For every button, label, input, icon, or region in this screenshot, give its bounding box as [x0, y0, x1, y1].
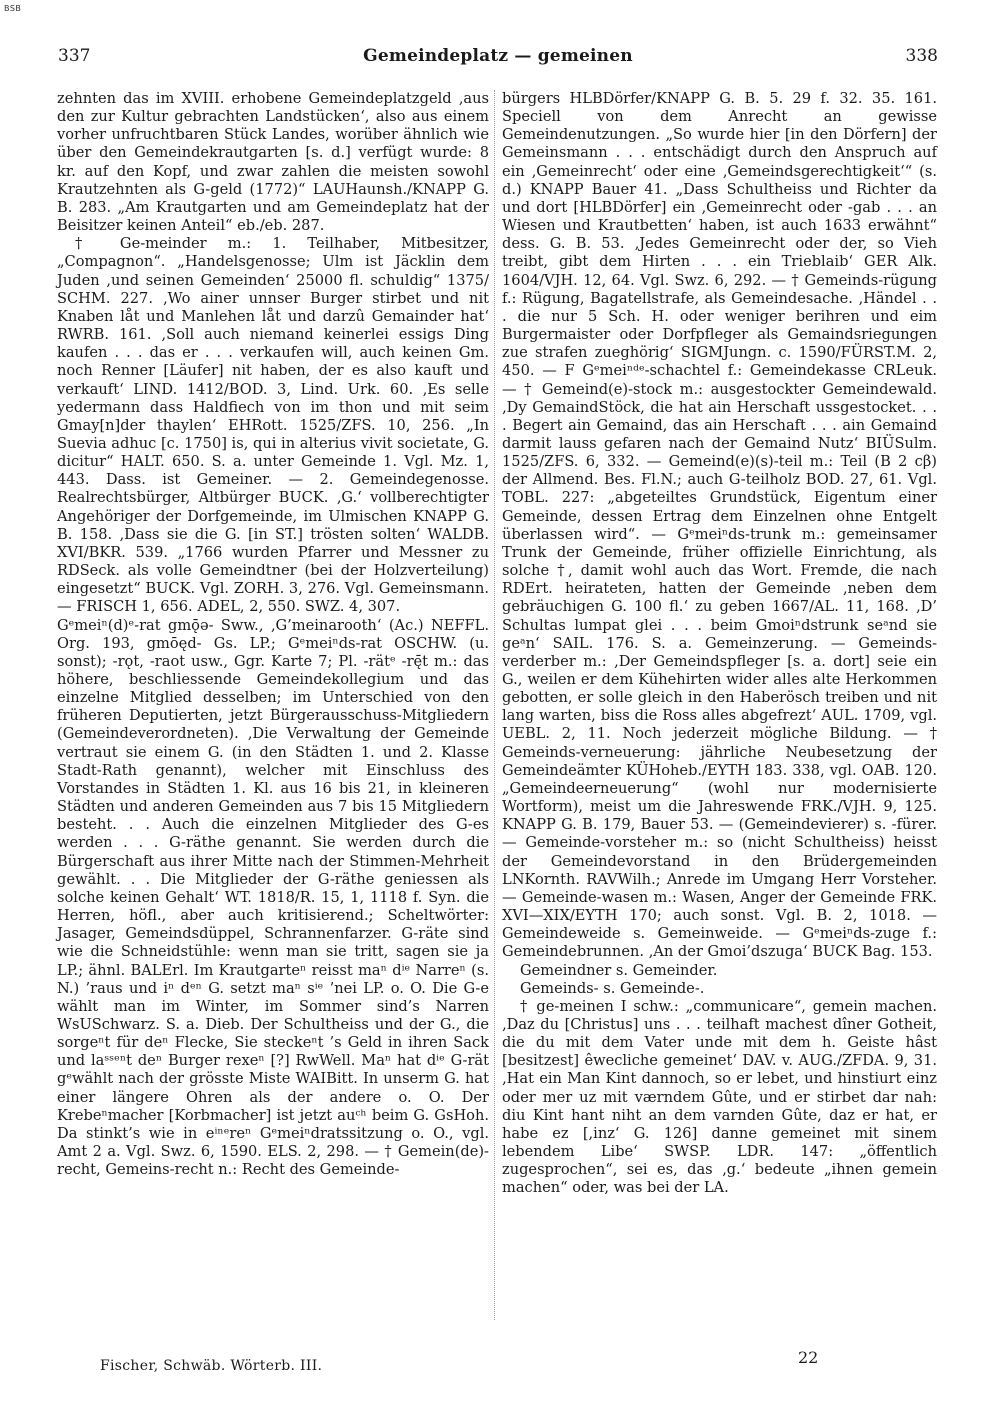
left-column [57, 90, 489, 1179]
signature-mark: 22 [798, 1348, 819, 1367]
dictionary-entry: † ge-meinen I schw.: „communicare“, gemein machen. ‚Daz du [Christus] uns . . . teilhaft machest dîner Gotheit, die du mit dem Vater unde mit dem h. Geiste hâst [besitzest] êwecliche gemeinet‘ DAV. v. AUG./ZFDA. 9, 31. ‚Hat ein Man Kint dannoch, so er lebet, und hinstiurt einz oder mer uz mit værndem Gûte, und er stirbet dar nah: diu Kint hant niht an dem varnden Gûte, daz er hat, er habe ez [,inz‘ G. 126] danne gemeinet mit sinem lebendem Libe‘ SWSP. LDR. 147: „öffentlich zugesprochen“, sei es, das ‚g.‘ bedeute „ihnen gemein machen“ oder, was bei der LA. [502, 997, 937, 1197]
page-header [58, 46, 938, 72]
dictionary-entry: Gemeinds- s. Gemeinde-. [520, 979, 705, 997]
column-divider [494, 90, 495, 1320]
dictionary-entry: Gemeindner s. Gemeinder. [520, 961, 718, 979]
page-number-right: 338 [905, 46, 938, 66]
library-mark: BSB [4, 4, 22, 13]
dictionary-entry: zehnten das im XVIII. erhobene Gemeindeplatzgeld ‚aus den zur Kultur gebrachten Landstücken‘, also aus einem vorher unfruchtbaren Stück Landes, worüber ähnlich wie über den Gemeindekrautgarten [s. d.] verfügt wurde: 8 kr. auf den Kopf, und zwar zahlen die meisten sowohl Krautzehnten als G-geld (1772)“ LAUHaunsh./KNAPP G. B. 283. „Am Krautgarten und am Gemeindeplatz hat der Beisitzer keinen Anteil“ eb./eb. 287. [57, 90, 489, 235]
dictionary-entry: † Ge-meinder m.: 1. Teilhaber, Mitbesitzer, „Compagnon“. „Handelsgenosse; Ulm ist Jäcklin dem Juden ‚und seinen Gemeinden‘ 25000 fl. schuldig“ 1375/ SCHM. 227. ‚Wo ainer unnser Burger stirbet und nit Knaben låt und Manlehen låt und darzû Gemainder hat‘ RWRB. 161. ‚Soll auch niemand keinerlei essigs Ding kaufen . . . das er . . . verkaufen will, auch keinen Gm. noch Renner [Läufer] nit haben, der es also kauft und verkauft‘ LIND. 1412/BOD. 3, Lind. Urk. 60. ‚Es selle yedermann dass Haldfiech von im thon und mit seim Gmay[n]der thaylen‘ EHRott. 1525/ZFS. 10, 256. „In Suevia adhuc [c. 1750] is, qui in alterius vivit societate, G. dicitur“ HALT. 650. S. a. unter Gemeinde 1. Vgl. Mz. 1, 443. Dass. ist Gemeiner. — 2. Gemeindegenosse. Realrechtsbürger, Altbürger BUCK. ‚G.‘ vollberechtigter Angehöriger der Dorfgemeinde, im Ulmischen KNAPP G. B. 158. ‚Dass sie die G. [in ST.] trösten solten‘ WALDB. XVI/BKR. 539. „1766 wurden Pfarrer und Messner zu RDSeck. als volle Gemeindtner (bei der Holzverteilung) eingesetzt“ BUCK. Vgl. ZORH. 3, 276. Vgl. Gemeinsmann. — FRISCH 1, 656. ADEL, 2, 550. SWZ. 4, 307. [57, 235, 489, 616]
dictionary-entry: Gᵉmeiⁿ(d)ᵉ-rat gmǭə- Sww., ‚G’meinarooth‘ (Ac.) NEFFL. Org. 193, gmōęd- Gs. LP.; Gᵉmeiⁿds-rat OSCHW. (u. sonst); -rǫt, -raot usw., Ggr. Karte 7; Pl. -rätᵉ -rę̄t m.: das höhere, beschliessende Gemeindekollegium und das einzelne Mitglied desselben; im Unterschied von den früheren Deputierten, jetzt Bürgerausschuss-Mitgliedern (Gemeindeverordneten). ‚Die Verwaltung der Gemeinde vertraut sie einem G. (in den Städten 1. und 2. Klasse Stadt-Rath genannt), welcher mit Einschluss des Vorstandes in Städten 1. Kl. aus 16 bis 21, in kleineren Städten und anderen Gemeinden aus 7 bis 15 Mitgliedern besteht. . . Auch die einzelnen Mitglieder des G-es werden . . . G-räthe genannt. Sie werden durch die Bürgerschaft aus ihrer Mitte nach der Stimmen-Mehrheit gewählt. . . Die Mitglieder der G-räthe geniessen als solche keinen Gehalt‘ WT. 1818/R. 15, 1, 1118 f. Syn. die Herren, höfl., aber auch kritisierend.; Scheltwörter: Jasager, Gemeindsdüppel, Schrannenfarzer. G-räte sind wie die Schneidstühle: wenn man sie tritt, sagen sie ja LP.; ähnl. BALErl. Im Krautgarteⁿ reisst maⁿ dⁱᵉ Narreⁿ (s. N.) ’raus und iⁿ dᵉⁿ G. setzt maⁿ sⁱᵉ ’nei LP. o. O. Die G-e wählt man im Winter, im Sommer sind’s Narren WsUSchwarz. S. a. Dieb. Der Schultheiss und der G., die sorgeⁿt für deⁿ Flecke, Sie steckeⁿt ’s Geld in ihren Sack und laˢˢᵉⁿt deⁿ Burger rexeⁿ [?] RwWell. Maⁿ hat dⁱᵉ G-rät gᵉwählt nach der grösste Miste WAIBitt. In unserm G. hat einer längere Ohren als der andere o. O. Der Krebeⁿmacher [Korbmacher] ist jetzt auᶜʰ beim G. GsHoh. Da stinkt’s wie in eⁱⁿᵉreⁿ Gᵉmeiⁿdratssitzung o. O., vgl. Amt 2 a. Vgl. Swz. 6, 1590. ELS. 2, 298. — † Gemein(de)-recht, Gemeins-recht n.: Recht des Gemeinde- [57, 616, 489, 1179]
right-column [502, 90, 937, 1198]
footer-source: Fischer, Schwäb. Wörterb. III. [100, 1358, 323, 1374]
dictionary-entry: bürgers HLBDörfer/KNAPP G. B. 5. 29 f. 32. 35. 161. Speciell von dem Anrecht an gewisse Gemeindenutzungen. „So wurde hier [in den Dörfern] der Gemeinsmann . . . entschädigt durch den Anspruch auf ein ‚Gemeinrecht‘ oder eine ‚Gemeindsgerechtigkeit‘“ (s. d.) KNAPP Bauer 41. „Dass Schultheiss und Richter da und dort [HLBDörfer] ein ‚Gemeinrecht oder -gab . . . an Wiesen und Krautbetten‘ haben, ist auch 1633 erwähnt“ dess. G. B. 53. ‚Jedes Gemeinrecht oder der, so Vieh treibt, gibt dem Hirten . . . ein Trieblaib‘ GER Alk. 1604/VJH. 12, 64. Vgl. Swz. 6, 292. — † Gemeinds-rügung f.: Rügung, Bagatellstrafe, als Gemeindesache. ‚Händel . . . die nur 5 Sch. H. oder weniger berihren und eim Burgermaister oder Dorfpfleger als Gemaindsriegungen zue strafen zueghörig‘ SIGMJungn. c. 1590/FÜRST.M. 2, 450. — F Gᵉmeiⁿᵈᵉ-schachtel f.: Gemeindekasse CRLeuk. — † Gemeind(e)-stock m.: ausgestockter Gemeindewald. ‚Dy GemaindStöck, die hat ain Herschaft ussgestocket. . . . Begert ain Gemaind, das ain Herschaft . . . ain Gemaind darmit lauss gefaren nach der Gemaind Nutz‘ BIÜSulm. 1525/ZFS. 6, 332. — Gemeind(e)(s)-teil m.: Teil (B 2 cβ) der Allmend. Bes. Fl.N.; auch G-teilholz BOD. 27, 61. Vgl. TOBL. 227: „abgeteiltes Grundstück, Eigentum einer Gemeinde, dessen Ertrag dem Einzelnen ohne Entgelt überlassen wird“. — Gᵉmeiⁿds-trunk m.: gemeinsamer Trunk der Gemeinde, früher offizielle Einrichtung, als solche †, damit wohl auch das Wort. Fremde, die nach RDErt. heirateten, hatten der Gemeinde ‚neben dem gebräuchigen G. 100 fl.‘ zu geben 1667/AL. 11, 168. ‚D’ Schultas lumpat glei . . . beim Gmoiⁿdstrunk seᵃnd sie geᵃn‘ SAIL. 176. S. a. Gemeinzerung. — Gemeinds-verderber m.: ‚Der Gemeindspfleger [s. a. dort] seie ein G., weilen er dem Kühehirten wider alles alte Herkommen gebotten, er solle gleich in den Haberösch treiben und nit lang warten, biss die Ross alles abgefrezt‘ AUL. 1709, vgl. UEBL. 2, 11. Noch jederzeit mögliche Bildung. — † Gemeinds-verneuerung: jährliche Neubesetzung der Gemeindeämter KÜHoheb./EYTH 183. 338, vgl. OAB. 120. „Gemeindeerneuerung“ (wohl nur modernisierte Wortform), meist um die Jahreswende FRK./VJH. 9, 125. KNAPP G. B. 179, Bauer 53. — (Gemeindevierer) s. -fürer. — Gemeinde-vorsteher m.: so (nicht Schultheiss) heisst der Gemeindevorstand in den Brüdergemeinden LNKornth. RAVWilh.; Anrede im Umgang Herr Vorsteher. — Gemeinde-wasen m.: Wasen, Anger der Gemeinde FRK. XVI—XIX/EYTH 170; auch sonst. Vgl. B. 2, 1018. — Gemeindeweide s. Gemeinweide. — Gᵉmeiⁿds-zuge f.: Gemeindebrunnen. ‚An der Gmoi’dszuga‘ BUCK Bag. 153. [502, 90, 937, 961]
page-number-left: 337 [58, 46, 91, 66]
running-title: Gemeindeplatz — gemeinen [363, 46, 633, 66]
